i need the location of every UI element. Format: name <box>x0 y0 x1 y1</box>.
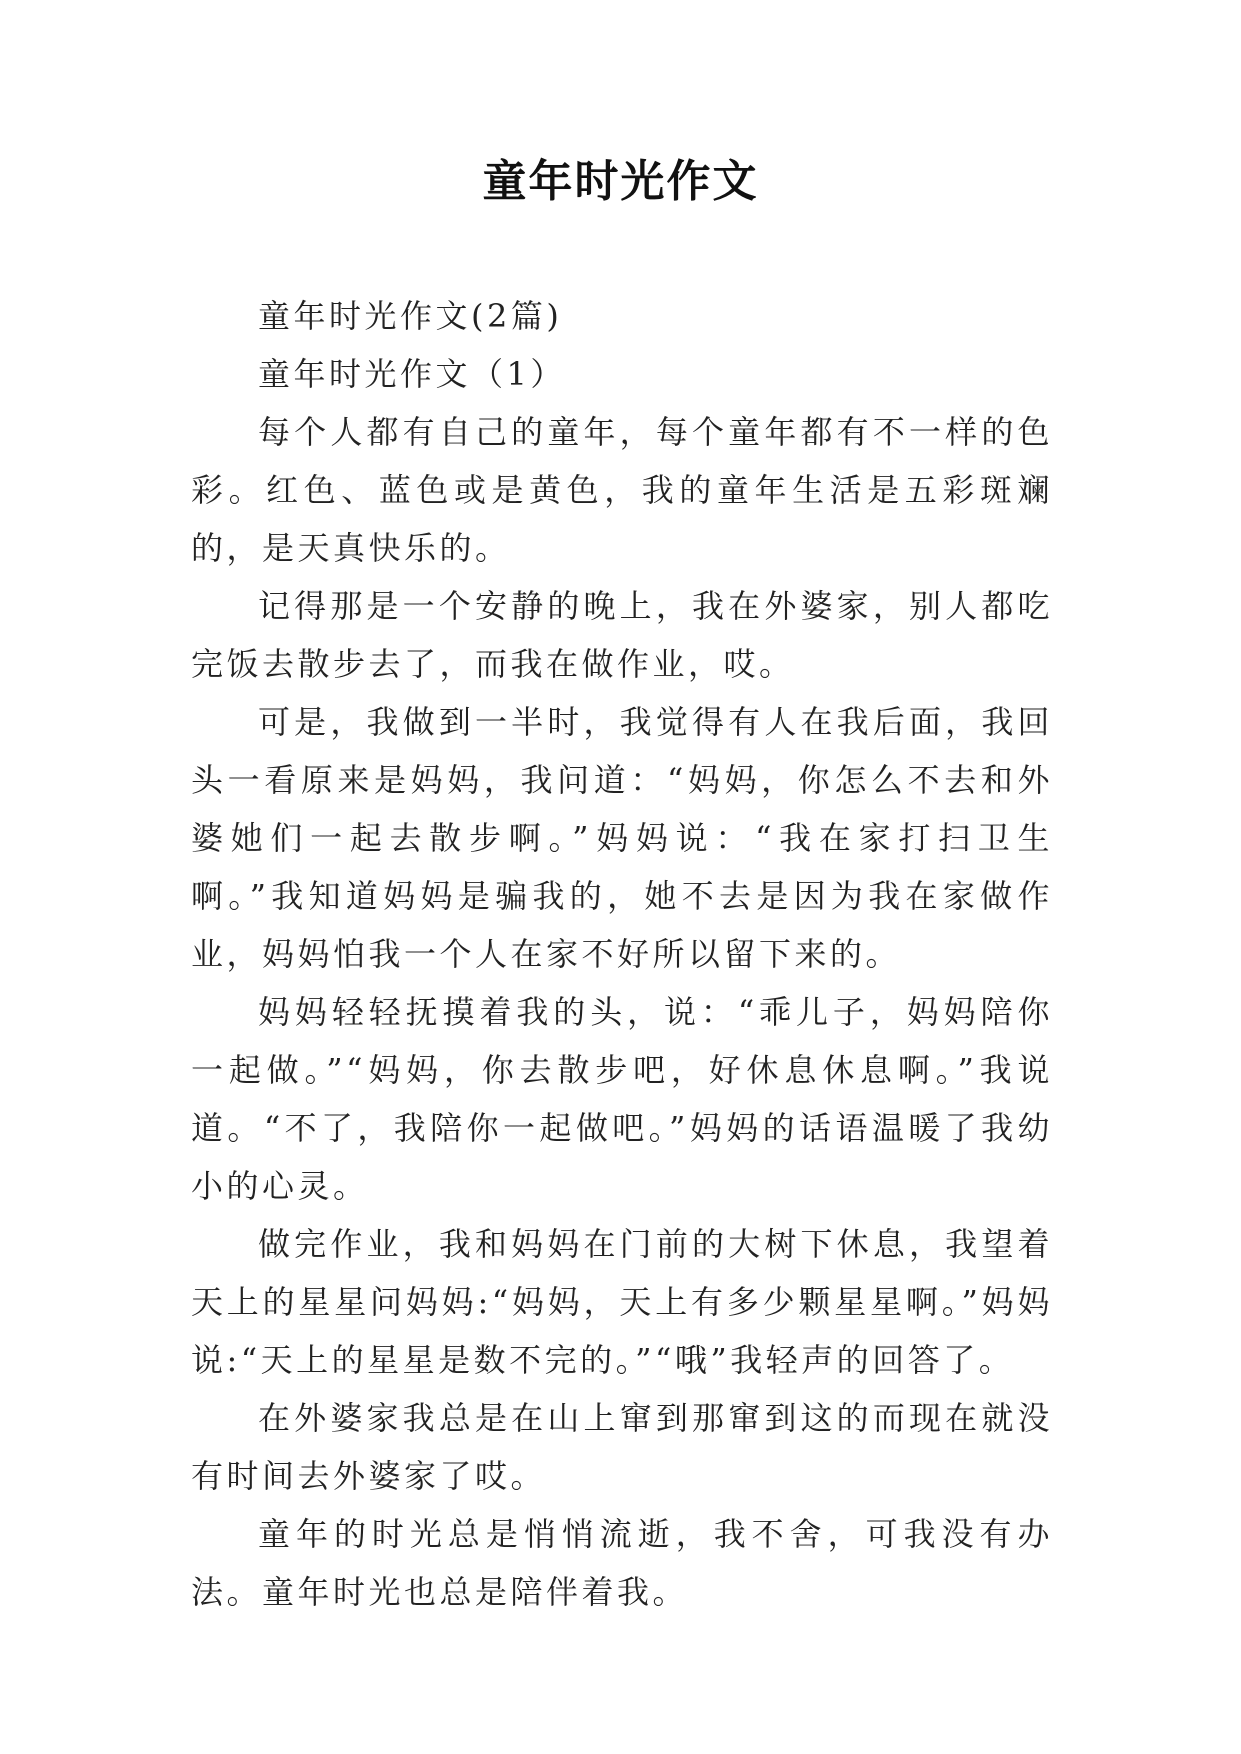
paragraph: 每个人都有自己的童年，每个童年都有不一样的色彩。红色、蓝色或是黄色，我的童年生活是五彩斑斓的，是天真快乐的。 <box>191 413 1053 567</box>
subtitle-essay-1: 童年时光作文（1） <box>258 355 566 393</box>
paragraph: 记得那是一个安静的晚上，我在外婆家，别人都吃完饭去散步去了，而我在做作业，哎。 <box>191 587 1053 683</box>
document-title: 童年时光作文 <box>482 156 759 207</box>
paragraph: 可是，我做到一半时，我觉得有人在我后面，我回头一看原来是妈妈，我问道：“妈妈，你怎么不去和外婆她们一起去散步啊。”妈妈说：“我在家打扫卫生啊。”我知道妈妈是骗我的，她不去是因为我在家做作业，妈妈怕我一个人在家不好所以留下来的。 <box>191 703 1053 973</box>
subtitle-collection: 童年时光作文(2篇) <box>258 297 563 335</box>
paragraph: 在外婆家我总是在山上窜到那窜到这的而现在就没有时间去外婆家了哎。 <box>191 1399 1053 1495</box>
paragraph: 做完作业，我和妈妈在门前的大树下休息，我望着天上的星星问妈妈:“妈妈，天上有多少颗星星啊。”妈妈说:“天上的星星是数不完的。”“哦”我轻声的回答了。 <box>191 1225 1053 1379</box>
paragraph: 妈妈轻轻抚摸着我的头，说：“乖儿子，妈妈陪你一起做。”“妈妈，你去散步吧，好休息休息啊。”我说道。“不了，我陪你一起做吧。”妈妈的话语温暖了我幼小的心灵。 <box>191 993 1053 1205</box>
document-body <box>191 287 1053 1621</box>
paragraph: 童年的时光总是悄悄流逝，我不舍，可我没有办法。童年时光也总是陪伴着我。 <box>191 1515 1053 1611</box>
